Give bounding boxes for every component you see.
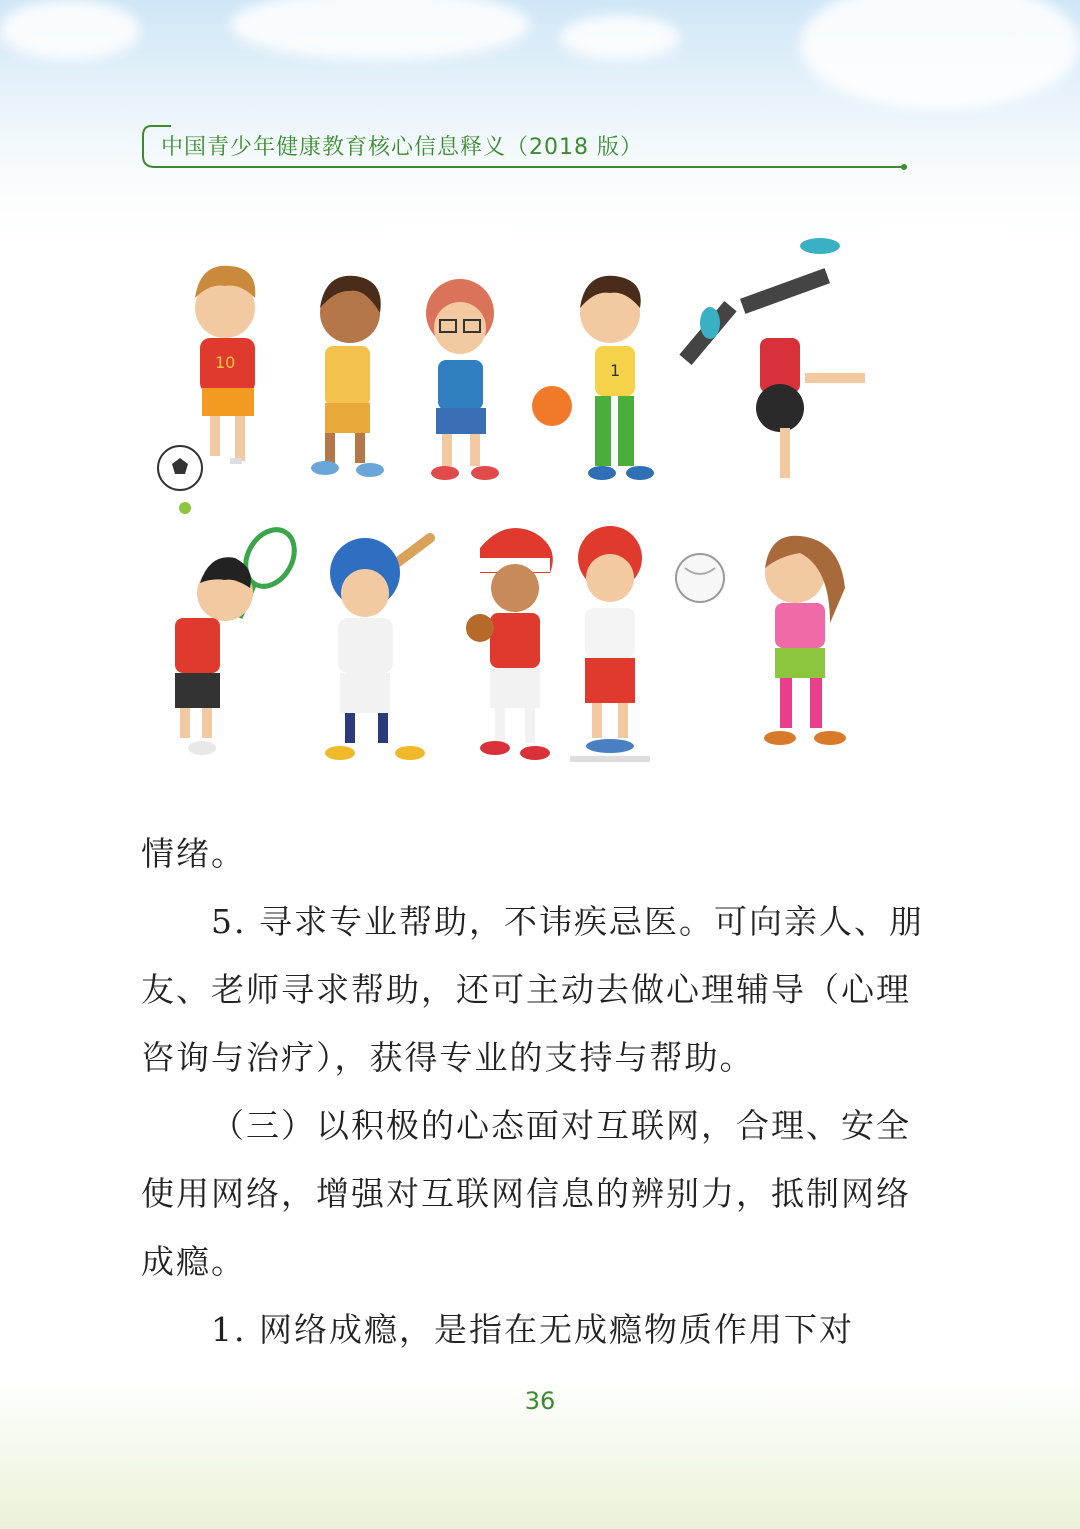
soccer-kid — [158, 266, 255, 514]
jersey-number-1: 1 — [610, 361, 621, 380]
text-line-4: 咨询与治疗），获得专业的支持与帮助。 — [141, 1038, 755, 1077]
volleyball-girl — [676, 536, 846, 745]
basketball-kid-yellow — [311, 276, 384, 477]
runner-girl — [580, 276, 654, 480]
running-header — [141, 124, 909, 170]
text-line-3: 友、老师寻求帮助，还可主动去做心理辅导（心理 — [141, 970, 911, 1009]
book-title: 中国青少年健康教育核心信息释义（2018 版） — [161, 135, 643, 160]
text-line-8: 1. 网络成瘾，是指在无成瘾物质作用下对 — [211, 1310, 854, 1349]
tennis-kid — [175, 521, 304, 755]
text-line-2: 5. 寻求专业帮助，不讳疾忌医。可向亲人、朋 — [211, 902, 924, 941]
text-line-1: 情绪。 — [141, 834, 246, 873]
girl-red-helmet — [570, 526, 650, 762]
baseball-batter — [325, 538, 430, 760]
kids-sports-illustration — [140, 228, 910, 788]
text-line-6: 使用网络，增强对互联网信息的辨别力，抵制网络 — [141, 1174, 911, 1213]
text-line-5: （三）以积极的心态面对互联网，合理、安全 — [211, 1106, 911, 1145]
text-line-7: 成瘾。 — [141, 1242, 246, 1281]
breakdance-kid — [679, 238, 865, 478]
jersey-number-10: 10 — [215, 353, 236, 372]
basketball-kid-blue — [426, 279, 572, 480]
baseball-catcher — [466, 528, 553, 760]
page-number: 36 — [524, 1387, 556, 1415]
